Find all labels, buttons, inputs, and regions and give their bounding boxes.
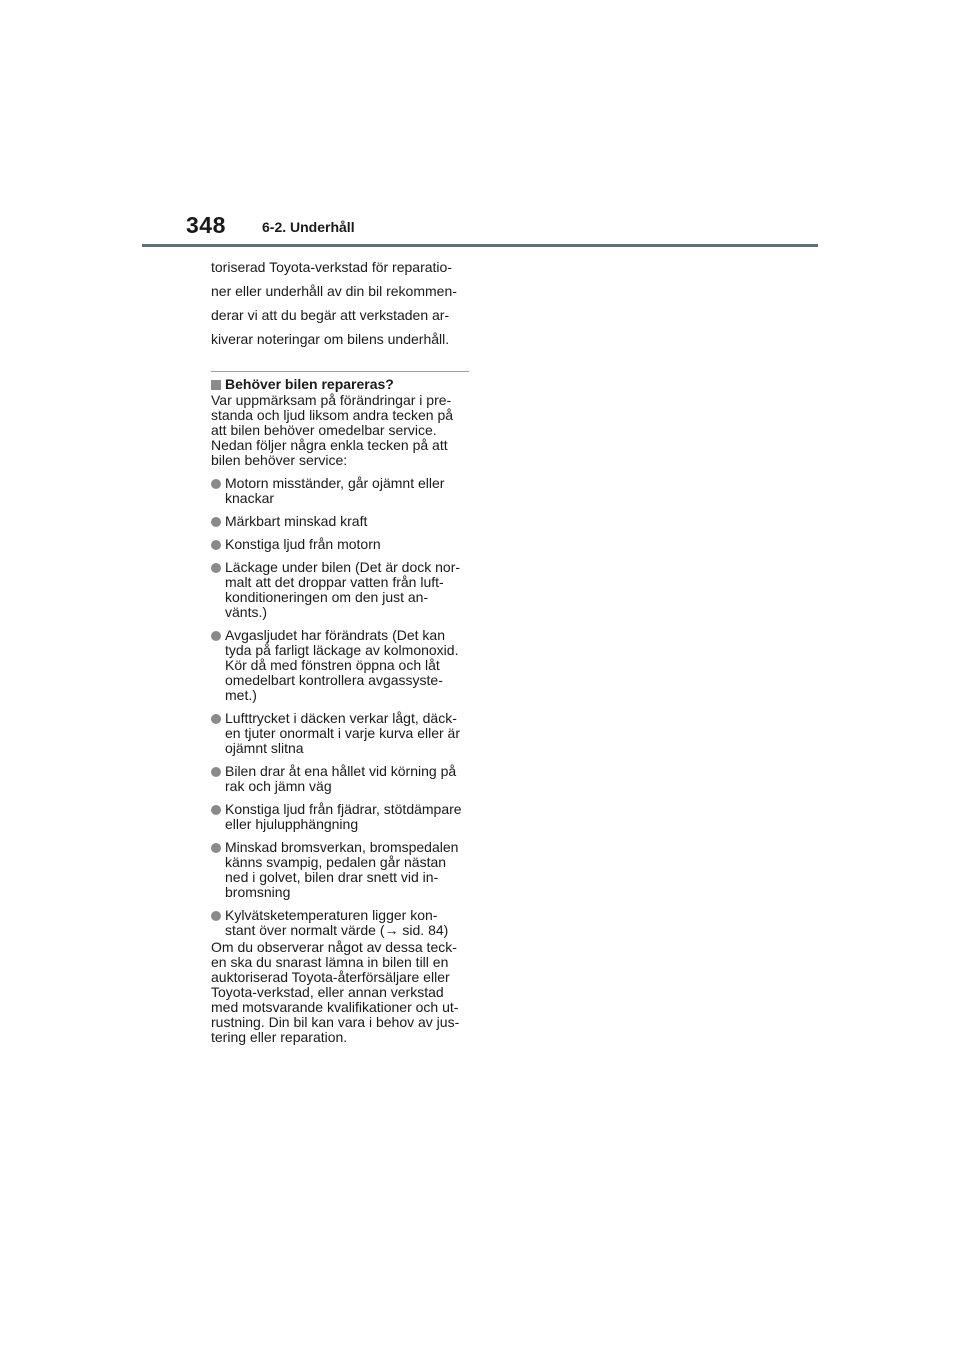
list-item — [211, 711, 469, 756]
list-item-text: Bilen drar åt ena hållet vid körning på rak och jämn väg — [225, 763, 457, 794]
list-item — [211, 476, 469, 506]
circle-bullet-icon — [211, 843, 221, 853]
intro-line: kiverar noteringar om bilens underhåll. — [211, 331, 450, 347]
page-header — [0, 0, 960, 250]
header-divider — [142, 244, 818, 247]
section-heading — [211, 376, 469, 393]
section-divider — [211, 371, 469, 372]
repair-section — [211, 371, 469, 1045]
list-item — [211, 840, 469, 900]
list-item — [211, 908, 469, 938]
intro-line: derar vi att du begär att verkstaden ar- — [211, 307, 450, 323]
section-title: 6-2. Underhåll — [262, 219, 355, 235]
list-item-text: Märkbart minskad kraft — [225, 513, 368, 529]
list-item — [211, 537, 469, 552]
list-item-text: Konstiga ljud från motorn — [225, 536, 381, 552]
closing-paragraph: Om du observerar något av dessa teck- en ska du snarast lämna in bilen till en auktoriserad Toyota-återförsäljare eller Toyota-verkstad, eller annan verkstad med motsvarande kvalifikationer och ut- rustning. Din bil kan vara i behov av jus- tering eller reparation. — [211, 939, 460, 1045]
list-item — [211, 628, 469, 703]
circle-bullet-icon — [211, 631, 221, 641]
list-item-text: Läckage under bilen (Det är dock nor- malt att det droppar vatten från luft- konditioneringen om den just an- vänts.) — [225, 559, 461, 620]
list-item — [211, 514, 469, 529]
circle-bullet-icon — [211, 911, 221, 921]
list-item — [211, 802, 469, 832]
circle-bullet-icon — [211, 767, 221, 777]
text-column — [211, 255, 469, 1045]
symptom-list — [211, 476, 469, 938]
list-item-text: Avgasljudet har förändrats (Det kan tyda på farligt läckage av kolmonoxid. Kör då med fönstren öppna och låt omedelbart kontrollera avgassyste- met.) — [225, 627, 459, 703]
square-bullet-icon — [211, 380, 221, 390]
circle-bullet-icon — [211, 479, 221, 489]
list-item-text: Konstiga ljud från fjädrar, stötdämpare eller hjulupphängning — [225, 801, 462, 832]
circle-bullet-icon — [211, 563, 221, 573]
list-item — [211, 764, 469, 794]
section-lead-text: Var uppmärksam på förändringar i pre- standa och ljud liksom andra tecken på att bilen behöver omedelbar service. Nedan följer några enkla tecken på att bilen behöver service: — [211, 392, 454, 468]
section-heading-text: Behöver bilen repareras? — [225, 376, 394, 392]
intro-paragraph — [211, 255, 469, 351]
list-item-text: Motorn misständer, går ojämnt eller knackar — [225, 475, 445, 506]
circle-bullet-icon — [211, 517, 221, 527]
list-item — [211, 560, 469, 620]
list-item-text: Kylvätsketemperaturen ligger kon- stant över normalt värde (→ sid. 84) — [225, 907, 449, 938]
list-item-text: Minskad bromsverkan, bromspedalen känns svampig, pedalen går nästan ned i golvet, bilen drar snett vid in- bromsning — [225, 839, 459, 900]
circle-bullet-icon — [211, 714, 221, 724]
intro-line: toriserad Toyota-verkstad för reparatio- — [211, 259, 452, 275]
circle-bullet-icon — [211, 805, 221, 815]
page-number: 348 — [186, 212, 226, 238]
intro-line: ner eller underhåll av din bil rekommen- — [211, 283, 457, 299]
list-item-text: Lufttrycket i däcken verkar lågt, däck- en tjuter onormalt i varje kurva eller är ojämnt slitna — [225, 710, 460, 756]
circle-bullet-icon — [211, 540, 221, 550]
